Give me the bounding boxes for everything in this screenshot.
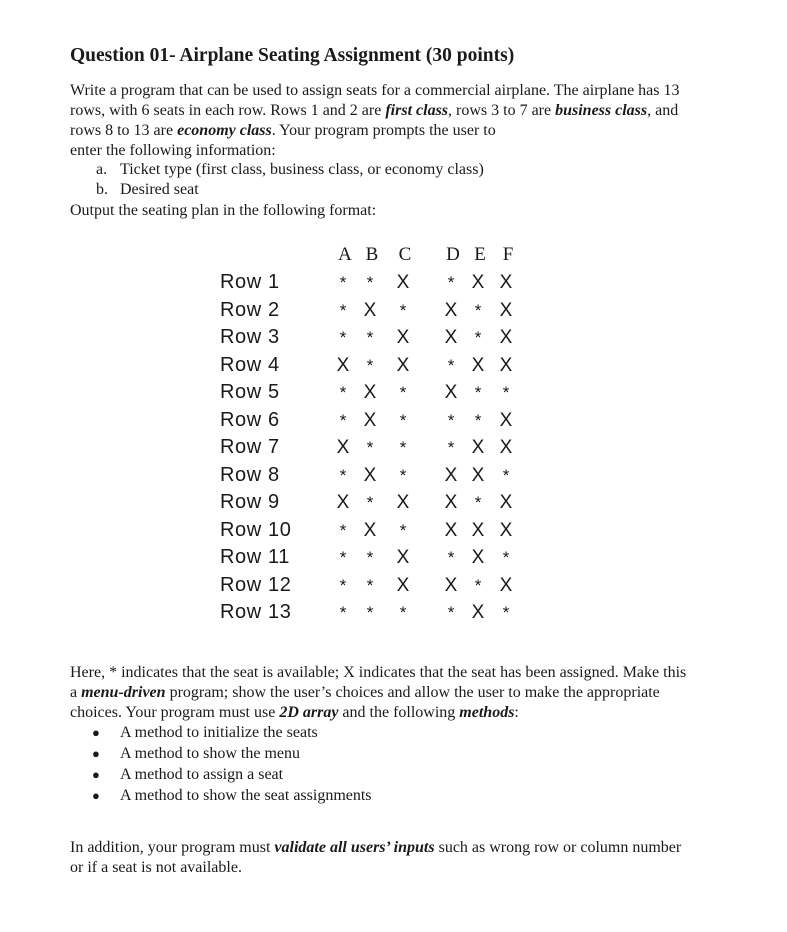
methods-list [92,722,372,806]
seat-assigned: X [396,354,410,376]
text-run: rows 8 to 13 are [70,122,178,139]
seat-available: * [339,520,347,540]
emphasis-text: 2D array [279,704,339,721]
seat-assigned: X [499,354,513,376]
seat-assigned: X [396,327,410,348]
seat-available: * [366,273,374,292]
seat-available: * [447,603,455,622]
method-list-item [92,764,372,785]
validation-line [70,858,681,878]
text-run: such as wrong row or column number [434,839,682,856]
seat-available: * [366,438,374,457]
seat-available: * [474,493,482,512]
intro-line [70,81,680,101]
seat-available: * [339,410,347,430]
seat-assigned: X [363,382,377,403]
seat-assigned: X [499,519,513,541]
row-label: Row 10 [220,518,292,541]
seat-available: * [447,548,455,567]
seat-assigned: X [444,492,458,513]
seat-available: * [399,520,407,540]
method-text: A method to initialize the seats [120,724,318,741]
seat-available: * [474,328,482,347]
emphasis-text: economy class [177,122,272,139]
intro-paragraph [70,81,680,161]
seat-assigned: X [444,464,458,486]
row-label: Row 9 [220,491,280,513]
seat-available: * [447,410,455,430]
seat-available: * [474,410,482,430]
seat-available: * [474,575,482,595]
column-header: A [338,244,352,265]
bullet-icon: ● [92,767,100,782]
seat-assigned: X [396,574,410,596]
seat-available: * [339,575,347,595]
row-label: Row 11 [220,546,290,568]
seat-assigned: X [396,492,410,513]
bullet-icon: ● [92,746,100,761]
emphasis-text: menu-driven [81,684,166,701]
seat-assigned: X [499,327,513,348]
text-run: Write a program that can be used to assign seats for a commercial airplane. The airplane has 13 [70,82,680,99]
row-label: Row 13 [220,601,292,623]
explain-line [70,663,686,683]
seat-available: * [474,383,482,402]
row-label: Row 4 [220,353,280,376]
seat-available: * [502,603,510,622]
seat-assigned: X [363,409,377,431]
intro-line [70,141,680,161]
emphasis-text: methods [459,704,515,721]
seat-available: * [447,438,455,457]
seat-assigned: X [499,299,513,321]
seat-available: * [339,548,347,567]
seat-assigned: X [499,272,513,293]
list-item-text: Ticket type (first class, business class, or economy class) [120,161,484,178]
intro-line [70,101,680,121]
text-run: choices. Your program must use [70,704,280,721]
column-header: D [446,244,460,265]
seat-assigned: X [336,492,350,513]
seat-available: * [366,575,374,595]
row-label: Row 6 [220,408,280,431]
seat-assigned: X [499,574,513,596]
seat-available: * [366,548,374,567]
text-run: , rows 3 to 7 are [448,102,556,119]
text-run: a [70,684,82,701]
seat-assigned: X [471,464,485,486]
seat-assigned: X [444,382,458,403]
seat-available: * [366,328,374,347]
seat-available: * [339,465,347,485]
text-run: and the following [338,704,460,721]
seat-assigned: X [444,299,458,321]
text-run: rows, with 6 seats in each row. Rows 1 and 2 are [70,102,386,119]
seat-available: * [399,438,407,457]
row-label: Row 8 [220,463,280,486]
seat-available: * [399,410,407,430]
row-label: Row 2 [220,298,280,321]
seat-assigned: X [336,437,350,458]
method-text: A method to assign a seat [120,766,284,783]
method-list-item [92,785,372,806]
text-run: . Your program prompts the user to [271,122,496,139]
text-run: : [514,704,519,721]
emphasis-text: business class [555,102,648,119]
intro-line [70,121,680,141]
seat-assigned: X [396,547,410,568]
info-list-item [96,180,484,200]
seat-assigned: X [499,437,513,458]
info-list [96,160,484,200]
seat-available: * [399,465,407,485]
info-list-item [96,160,484,180]
emphasis-text: first class [385,102,449,119]
seat-assigned: X [499,409,513,431]
seat-available: * [339,383,347,402]
emphasis-text: validate all users’ inputs [274,839,435,856]
method-text: A method to show the seat assignments [120,787,372,804]
seat-available: * [502,548,510,567]
seat-assigned: X [499,492,513,513]
validation-line [70,838,681,858]
list-marker: b. [96,181,108,198]
column-header: E [474,244,486,265]
seat-assigned: X [471,437,485,458]
bullet-icon: ● [92,725,100,740]
seat-available: * [339,273,347,292]
text-run: Here, * indicates that the seat is available; X indicates that the seat has been assigned. Make this [70,664,687,681]
row-label: Row 5 [220,381,280,403]
seat-assigned: X [363,519,377,541]
seat-assigned: X [444,519,458,541]
seat-available: * [447,355,455,375]
seat-available: * [399,300,407,320]
list-item-text: Desired seat [120,181,199,198]
seat-assigned: X [471,272,485,293]
seat-assigned: X [363,299,377,321]
explain-line [70,683,686,703]
text-run: , and [647,102,679,119]
row-label: Row 12 [220,573,292,596]
question-title: Question 01- Airplane Seating Assignment (30 points) [70,45,515,66]
seat-available: * [339,328,347,347]
seat-available: * [474,300,482,320]
seat-assigned: X [444,574,458,596]
seat-assigned: X [396,272,410,293]
bullet-icon: ● [92,788,100,803]
seat-assigned: X [471,354,485,376]
column-header: C [398,244,412,265]
seat-available: * [399,383,407,402]
seat-available: * [366,493,374,512]
seat-available: * [502,383,510,402]
validation-paragraph [70,838,681,878]
method-list-item [92,743,372,764]
method-text: A method to show the menu [120,745,300,762]
seat-available: * [502,465,510,485]
seat-available: * [447,273,455,292]
text-run: or if a seat is not available. [70,859,242,876]
explain-line [70,703,686,723]
seat-available: * [366,603,374,622]
seat-assigned: X [471,547,485,568]
seat-assigned: X [471,602,485,623]
column-header: B [365,244,379,265]
seat-available: * [366,355,374,375]
output-instruction: Output the seating plan in the following format: [70,202,377,219]
explanation-paragraph [70,663,686,723]
seat-available: * [399,603,407,622]
method-list-item [92,722,372,743]
seat-available: * [339,603,347,622]
column-header: F [502,244,514,265]
seat-assigned: X [444,327,458,348]
row-label: Row 7 [220,436,280,458]
list-marker: a. [96,161,108,178]
seat-available: * [339,300,347,320]
text-run: enter the following information: [70,142,276,159]
row-label: Row 1 [220,271,280,293]
seat-assigned: X [471,519,485,541]
seat-assigned: X [363,464,377,486]
seat-assigned: X [336,354,350,376]
text-run: In addition, your program must [70,839,275,856]
row-label: Row 3 [220,326,280,348]
text-run: program; show the user’s choices and allow the user to make the appropriate [165,684,660,701]
